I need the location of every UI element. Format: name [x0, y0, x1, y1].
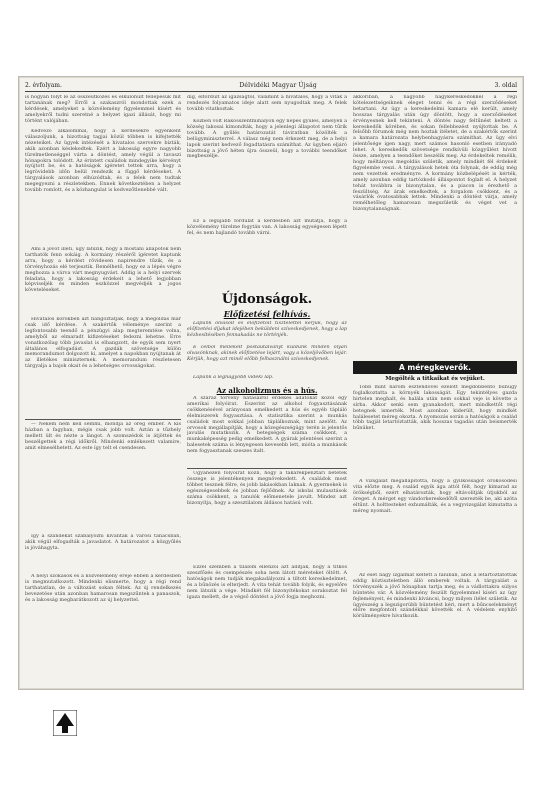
col1-paragraph: is hogyan folyt le az összeütközés és elkülönült fellépésük mit tartanának meg? Erről a szakaszról mondottak ezek a kérdések, amelyeket a közvélemény figyelemmel kísért és amelyekről tudni szeretné a helyzet igazi állását, hogy mi történt valójában. — [25, 95, 181, 124]
col2-paragraph: dig, elfordult az igazságtól, valamint a hivatalos, hogy a viták a rendezés folyamatos ideje alatt sem nyugodtak meg. A felek tovább vitatkoztak. — [187, 95, 347, 112]
col1-paragraph: Hivatalos körökben azt hangoztatják, hogy a megoldás már csak idő kérdése. A szakértők véleménye szerint a legfontosabb teendő a pénzügyi alap megteremtése volna, amelyből az elmaradt kifizetéseket fedezni lehetne. Erre vonatkozólag több javaslat is elhangzott, de egyik sem nyert általános elfogadást. A gazdák szövetsége külön memorandumot dolgozott ki, amelyet a napokban nyújtanak át az illetékes miniszternek. A memorandum részletesen tárgyalja a bajok okait és a lehetséges orvosságokat. — [25, 317, 181, 370]
section-title-ujdonsagok: Újdonságok. — [221, 292, 313, 307]
col2-paragraph: Lapunk olvasóit és előfizetőit tisztelettel kérjük, hogy az előfizetési díjakat idejében beküldeni szíveskedjenek, hogy a lap kézbesítésében fennakadás ne történjék. — [187, 321, 347, 338]
col1-paragraph: A helyi szokások és a közvélemény ereje ebben a kérdésben is megmutatkozott. Mindenki elismerte, hogy a régi rend tarthatatlan, de a változást sokan féltek. Az új rendelkezés bevezetése után azonban hamarosan megszűntek a panaszok, és a lakosság megbarátkozott az új helyzettel. — [25, 574, 181, 603]
col2-paragraph: Közben volt Rákosszentmihályon egy népes gyűlés, amelyen a község lakosai kimondták, hogy a jelenlegi állapotot nem tűrik tovább. A gyűlés határozatát táviratban közölték a belügyminiszterrel. A válasz még nem érkezett meg, de a helyi lapok szerint kedvező fogadtatásra számíthat. Az ügyben eljáró bizottság a jövő héten újra összeül, hogy a további teendőket megbeszélje. — [187, 119, 347, 160]
col2-paragraph: Ugyanezen folyóirat közli, hogy a takarékpénztári betétek összege is jelentékenyen megnövekedett. A családok most többet tesznek félre, és jobb lakásokban laknak. A gyermekek is egészségesebbek és jobban fejlődnek. Az iskolai mulasztások száma csökkent, a tanulók előmenetele javult. Mindez azt bizonyítja, hogy a szesztilalom áldásos hatású volt. — [187, 471, 347, 506]
col2-paragraph: A száraz törvény hatásairól érdekes adatokat közöl egy amerikai folyóirat. Eszerint az alkohol fogyasztásának csökkenésével arányosan emelkedett a hús és egyéb tápláló élelmiszerek fogyasztása. A statisztika szerint a munkás családok most sokkal jobban táplálkoznak, mint azelőtt. Az orvosok megállapítják, hogy a közegészségügy terén is jelentős javulás mutatkozik. A betegségek száma csökkent, a munkaképesség pedig emelkedett. A gyárak jelentései szerint a balesetek száma is lényegesen kevesebb lett, mióta a munkások nem fogyasztanak szeszes italt. — [187, 396, 347, 455]
col3-paragraph: Az eset nagy izgalmat keltett a faluban, ahol a letartóztatottak eddig köztiszteletben álló emberek voltak. A tárgyalást a törvényszék a jövő hónapban tartja meg, és a vádlottakra súlyos büntetés vár. A közvélemény feszült figyelemmel kíséri az ügy fejleményeit, és mindenki kíváncsi, hogy milyen ítélet születik. Az ügyészség a legszigorúbb büntetést kéri, mert a bűncselekményt előre megfontolt szándékkal követték el. A védelem enyhítő körülményekre hivatkozik. — [353, 573, 517, 620]
article-title-alkoholizmus: Az alkoholizmus és a hús. — [216, 386, 318, 395]
col3-paragraph: Több mint három esztendővel ezelőtt megdöbbentő bűnügy foglalkoztatta a környék lakosságát. Egy tekintélyes gazda hirtelen meghalt, és halála után nem sokkal veje is követte a sírba. Akkor senki sem gyanakodott, mert mindkettőt régi betegnek ismerték. Most azonban kiderült, hogy mindkét halálesetet méreg okozta. A nyomozás során a hatóságok a család több tagját letartóztatták, akik hosszas tagadás után beismerték bűnüket. — [353, 385, 517, 432]
col3-paragraph: akkoriban, a nagyobb nagykereskedőkkel a régi kötelezettségeiknek eleget tenni és a régi szerződéseket betartani. Az ügy a kereskedelmi kamara elé került, amely hosszas tárgyalás után úgy döntött, hogy a szerződéseket érvényesnek kell tekinteni. A döntés nagy feltűnést keltett a kereskedők körében, és sokan fellebbezést nyújtottak be. A felsőbb fórumok még nem hoztak ítéletet, de a szakértők szerint a kamara határozata helybenhagyásra számíthat. Az ügy elvi jelentősége igen nagy, mert számos hasonló esetben irányadó lehet. A kereskedők szövetsége rendkívüli közgyűlést hívott össze, amelyen a teendőket beszélik meg. Az érdekeltek remélik, hogy méltányos megoldás születik, amely mindkét fél érdekeit figyelembe veszi. A tárgyalások hetek óta folynak, de eddig még nem vezettek eredményre. A kormány közbelépését is kérték, amely azonban eddig tartózkodó álláspontot foglalt el. A helyzet tehát továbbra is bizonytalan, és a piacon is érezhető a feszültség. Az árak emelkedtek, a forgalom csökkent, és a vásárlók óvatosabbak lettek. Mindenki a döntést várja, amely remélhetőleg hamarosan megszületik és véget vet a bizonytalanságnak. — [353, 95, 517, 213]
col3-paragraph: A vizsgálat megállapította, hogy a gyilkosságot örökösödési vita előzte meg. A család egyik ága attól félt, hogy kimarad az örökségből, ezért elhatározták, hogy eltávolítják útjukból az öreget. A mérget egy vándorkereskedőtől szerezték be, aki azóta eltűnt. A holttesteket exhumálták, és a vegyvizsgálat kimutatta a méreg nyomait. — [353, 479, 517, 514]
header-page-number: 3. oldal — [494, 81, 517, 89]
col1-paragraph: Ami a jövőt illeti, úgy látszik, hogy a mostani állapotok nem tarthatók fenn sokáig. A kormány részéről ígéretet kaptunk arra, hogy a kérdést rövidesen napirendre tűzik, és a törvényhozás elé terjesztik. Remélhető, hogy ez a lépés végre meghozza a várva várt megnyugvást. Addig is a helyi szervek feladata, hogy a lakosság érdekeit a lehető legjobban képviseljék és minden eszközzel megvédjék a jogos követeléseket. — [25, 247, 181, 294]
section-title-meregkeverok: A méregkeverők. — [353, 361, 517, 374]
header-volume: 2. évfolyam. — [25, 81, 62, 89]
col2-paragraph: Ezzel szemben a tilalom ellenzői azt állítják, hogy a titkos szeszfőzés és csempészés soha nem látott méreteket öltött. A hatóságok nem tudják megakadályozni a tiltott kereskedelmet, és a bűnözés is elterjedt. A vita tehát tovább folyik, és egyelőre nem látszik a vége. Mindkét fél bizonyítékokat sorakoztat fel igaza mellett, de a végső döntést a jövő fogja meghozni. — [187, 565, 347, 600]
header-title: Délvidéki Magyar Újság — [239, 81, 317, 89]
subsection-title-megoltek: Megölték a titkaikat és vejüket. — [385, 376, 485, 382]
scan-target-arrow-icon — [52, 710, 78, 736]
arrow-up-icon — [53, 710, 77, 736]
column-divider — [25, 419, 181, 420]
page-header — [25, 79, 517, 92]
newspaper-page — [18, 76, 524, 690]
col2-paragraph: Lapunk a legnagyobb vidéki lap. — [193, 375, 274, 380]
col1-paragraph: Kedvező alkalommal, hogy a kérdésekre egyenként válaszoljunk, a bizottság tagjai közül többen is kifejtették nézeteiket. Az ügyek intézését a hivatalos szervekre bízták, akik azonban késlekedtek. Ezért a lakosság egyre nagyobb türelmetlenséggel várta a döntést, amely végül a tavaszi hónapokra tolódott. Az érintett családok mindegyike kérvényt nyújtott be, és a hatóságok ígéretet tettek arra, hogy a legrövidebb időn belül rendezik a függő kérdéseket. A tárgyalások azonban elhúzódtak, és a felek nem tudtak megegyezni a részletekben. Ennek következtében a helyzet tovább romlott, és a közhangulat is kedvezőtlenebbé vált. — [25, 129, 181, 194]
col1-paragraph: — Nekem nem kell semmi, mondja az öreg ember. A kis házban a fagyban, mégis csak jobb volt. Aztán a tűzhely mellett ült és nézte a lángot. A szomszédok is átjöttek és beszélgettek a régi időkről. Mindenki emlékezett valamire, amit elmesélhetett. Az este így telt el csendesen. — [25, 422, 181, 451]
column-3 — [353, 95, 517, 690]
col1-paragraph: Így a szándékát szabályozni kívánták a városi tanácsban, akik végül elfogadták a javaslatot. A határozatot a közgyűlés is jóváhagyta. — [25, 534, 181, 551]
column-2 — [187, 95, 347, 675]
subsection-title-elofizetesi: Előfizetési felhívás. — [223, 309, 311, 319]
column-divider — [187, 468, 347, 469]
col2-paragraph: E célból mellékelt postautalványt küldünk minden olyan olvasónknak, akinek előfizetése lejárt, vagy a közeljövőben lejár. Kérjük, hogy azt minél előbb felhasználni szíveskedjenek. — [187, 345, 347, 362]
col2-paragraph: Ez a legújabb fordulat a kérdésben azt mutatja, hogy a közvélemény türelme fogytán van. A lakosság egységesen lépett fel, és nem hajlandó tovább várni. — [187, 219, 347, 236]
column-1 — [25, 95, 181, 674]
